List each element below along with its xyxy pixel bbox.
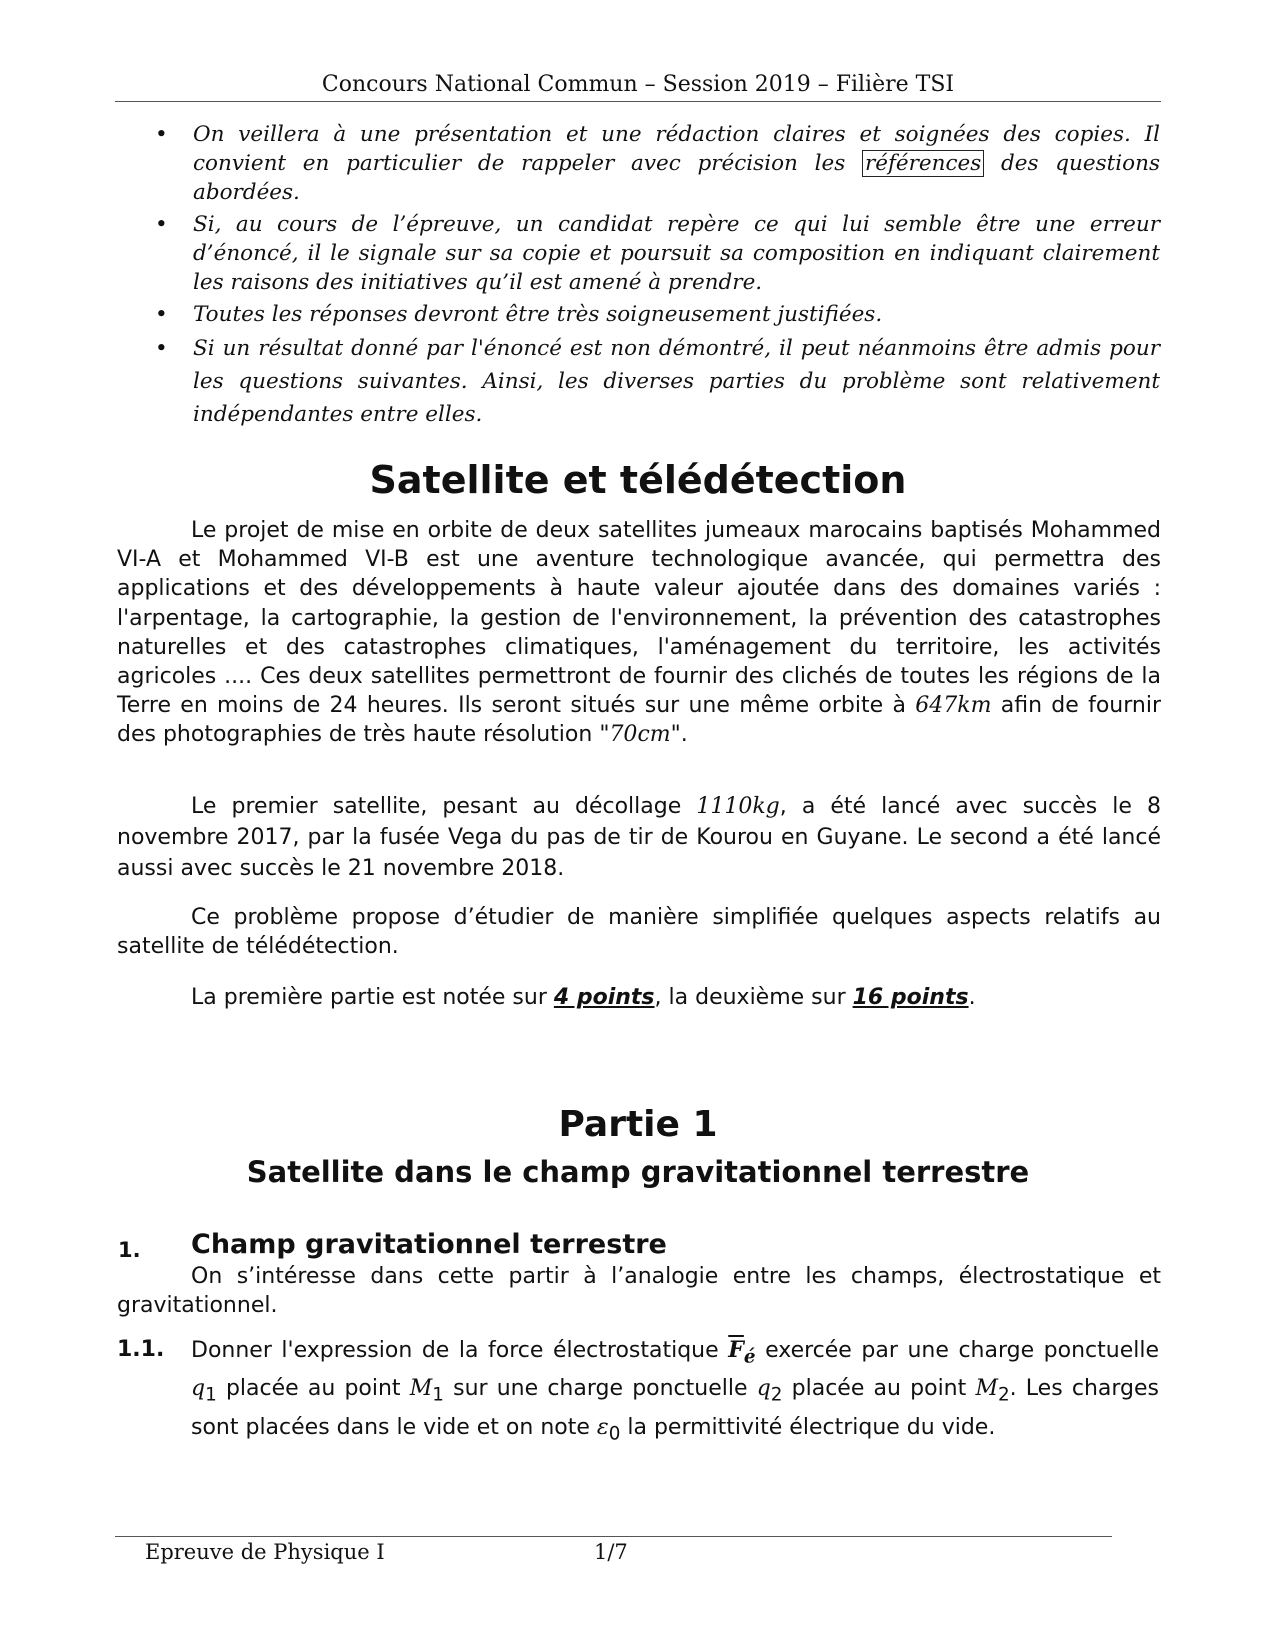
section-intro: On s’intéresse dans cette partir à l’analogie entre les champs, électrostatique et gravitationnel.	[117, 1264, 1161, 1319]
points-part1: 4 points	[553, 985, 655, 1010]
instructions-list	[150, 120, 1160, 434]
part-title: Partie 1	[558, 1104, 718, 1145]
footer-label: Epreuve de Physique I	[145, 1540, 385, 1564]
instruction-item: • Si, au cours de l’épreuve, un candidat repère ce qui lui semble être une erreur d’énoncé, il le signale sur sa copie et poursuit sa composition en indiquant clairement les raisons des initiatives qu’il est amené à prendre.	[150, 210, 1160, 297]
footer-divider	[115, 1536, 1112, 1537]
intro-paragraph-4: La première partie est notée sur 4 points, la deuxième sur 16 points.	[191, 985, 976, 1010]
section-number: 1.	[118, 1238, 141, 1262]
intro-paragraph-3: Ce problème propose d’étudier de manière simplifiée quelques aspects relatifs au satellite de télédétection.	[117, 905, 1161, 960]
intro-paragraph-1: Le projet de mise en orbite de deux satellites jumeaux marocains baptisés Mohammed VI-A et Mohammed VI-B est une aventure technologique avancée, qui permettra des applications et des développements à haute valeur ajoutée dans des domaines variés : l'arpentage, la cartographie, la gestion de l'environnement, la prévention des catastrophes naturelles et des catastrophes climatiques, l'aménagement du territoire, les activités agricoles .... Ces deux satellites permettront de fournir des clichés de toutes les régions de la Terre en moins de 24 heures. Ils seront situés sur une même orbite à 647km afin de fournir des photographies de très haute résolution "70cm".	[117, 518, 1161, 748]
instruction-item: • Si un résultat donné par l'énoncé est non démontré, il peut néanmoins être admis pour les questions suivantes. Ainsi, les diverses parties du problème sont relativement indépendantes entre elles.	[150, 332, 1160, 431]
boxed-word: références	[862, 150, 984, 177]
page-number: 1/7	[594, 1540, 628, 1564]
question-text: Donner l'expression de la force électrostatique $\overline{F}_é$ exercée par une charge ponctuelle $q_1$ placée au point $M_1$ sur une charge ponctuelle $q_2$ placée au point $M_2$. Les charges sont placées dans le vide et on note $\varepsilon_0$ la permittivité électrique du vide.	[191, 1337, 1160, 1445]
question-number: 1.1.	[117, 1337, 165, 1362]
page-header: Concours National Commun – Session 2019 – Filière TSI	[115, 72, 1161, 102]
points-part2: 16 points	[852, 985, 969, 1010]
instruction-item: • Toutes les réponses devront être très soigneusement justifiées.	[150, 300, 1160, 329]
part-subtitle: Satellite dans le champ gravitationnel terrestre	[246, 1155, 1030, 1189]
intro-paragraph-2: Le premier satellite, pesant au décollage 1110kg, a été lancé avec succès le 8 novembre 2017, par la fusée Vega du pas de tir de Kourou en Guyane. Le second a été lancé aussi avec succès le 21 novembre 2018.	[117, 794, 1161, 881]
instruction-item: • On veillera à une présentation et une rédaction claires et soignées des copies. Il convient en particulier de rappeler avec précision les références des questions abordées.	[150, 120, 1160, 207]
section-title: Champ gravitationnel terrestre	[191, 1229, 667, 1260]
main-title: Satellite et télédétection	[369, 458, 907, 502]
